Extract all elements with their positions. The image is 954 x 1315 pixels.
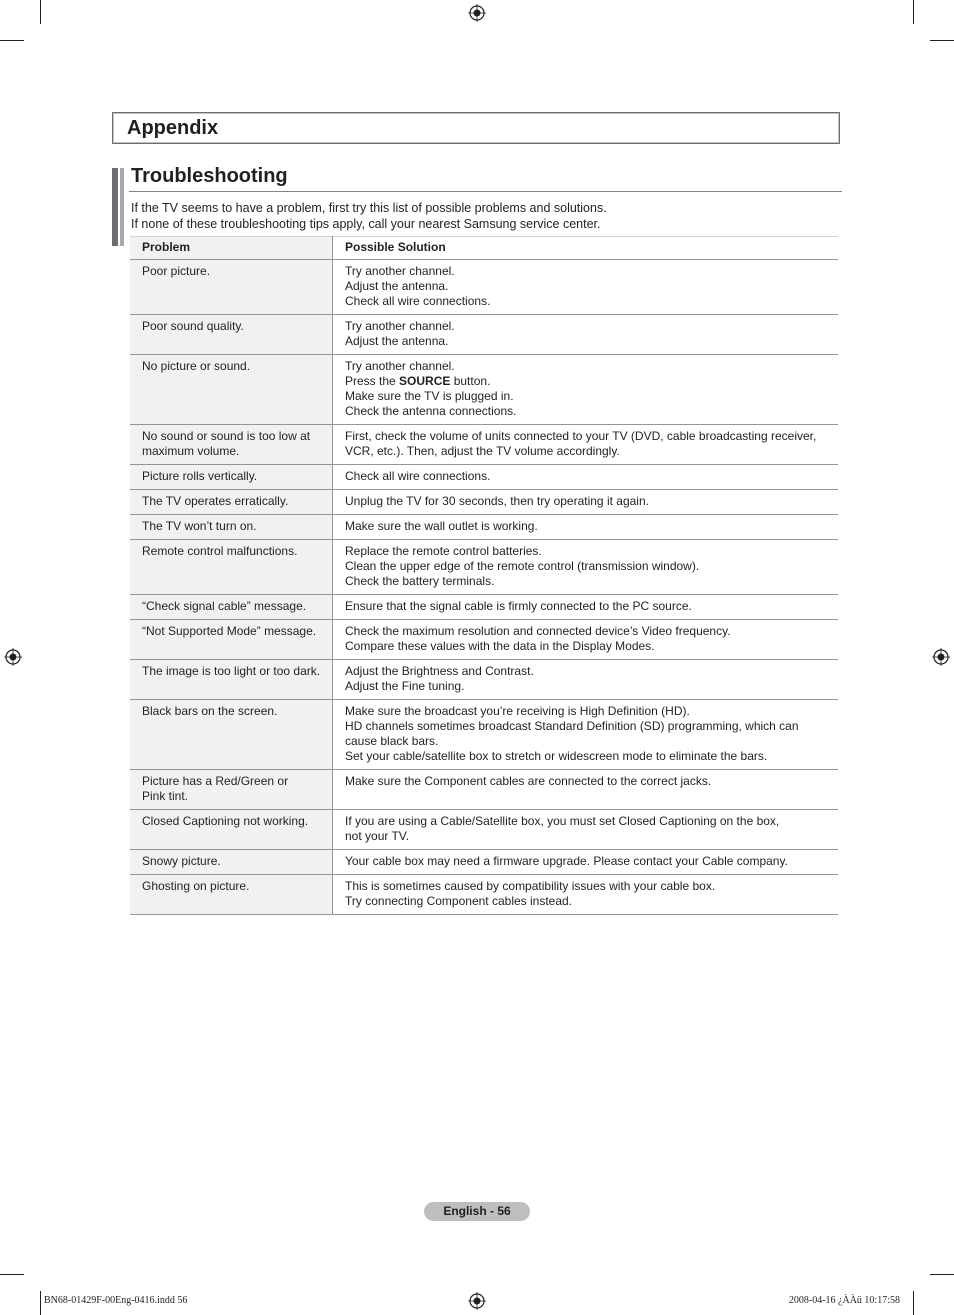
- intro-text: [131, 200, 831, 232]
- solution-line: [345, 404, 832, 419]
- section-header-box: [112, 112, 840, 144]
- troubleshooting-table: [130, 236, 838, 915]
- registration-mark-icon: [468, 1292, 486, 1310]
- print-date-info: 2008-04-16 ¿ÀÀü 10:17:58: [788, 1295, 900, 1306]
- solution-cell: [333, 700, 839, 770]
- solution-text: Make sure the wall outlet is working.: [345, 519, 538, 533]
- crop-mark-icon: [913, 1291, 914, 1315]
- problem-text: “Check signal cable” message.: [142, 599, 307, 613]
- solution-line: [345, 814, 832, 829]
- solution-text: Replace the remote control batteries.: [345, 544, 542, 558]
- problem-text: The TV won’t turn on.: [142, 519, 257, 533]
- problem-cell: [130, 660, 333, 700]
- intro-line: If the TV seems to have a problem, first try this list of possible problems and solutions.: [131, 201, 607, 215]
- problem-cell: [130, 620, 333, 660]
- solution-line: [345, 444, 832, 459]
- problem-text: The image is too light or too dark.: [142, 664, 321, 678]
- solution-text: Unplug the TV for 30 seconds, then try operating it again.: [345, 494, 649, 508]
- table-row: [130, 660, 838, 700]
- solution-line: [345, 279, 832, 294]
- solution-line: [345, 879, 832, 894]
- problem-text: Closed Captioning not working.: [142, 814, 309, 828]
- solution-line: [345, 264, 832, 279]
- problem-text: Ghosting on picture.: [142, 879, 250, 893]
- table-row: [130, 620, 838, 660]
- solution-text: Adjust the antenna.: [345, 279, 449, 293]
- problem-text: Snowy picture.: [142, 854, 221, 868]
- crop-mark-icon: [0, 1274, 24, 1275]
- table-header-row: [130, 237, 838, 260]
- title-side-bars: [112, 168, 126, 246]
- problem-text: The TV operates erratically.: [142, 494, 289, 508]
- solution-line: [345, 294, 832, 309]
- solution-line: [345, 639, 832, 654]
- solution-cell: [333, 595, 839, 620]
- solution-cell: [333, 425, 839, 465]
- solution-line: [345, 319, 832, 334]
- solution-line: [345, 494, 832, 509]
- solution-text: Check the antenna connections.: [345, 404, 517, 418]
- crop-mark-icon: [40, 1291, 41, 1315]
- intro-line: If none of these troubleshooting tips apply, call your nearest Samsung service center.: [131, 217, 601, 231]
- problem-cell: [130, 875, 333, 915]
- table-row: [130, 540, 838, 595]
- problem-text: Picture has a Red/Green or: [142, 774, 289, 788]
- problem-cell: [130, 355, 333, 425]
- solution-line: [345, 559, 832, 574]
- solution-text: Make sure the Component cables are connected to the correct jacks.: [345, 774, 712, 788]
- crop-mark-icon: [930, 1274, 954, 1275]
- solution-cell: [333, 875, 839, 915]
- solution-text: Adjust the antenna.: [345, 334, 449, 348]
- problem-text: Picture rolls vertically.: [142, 469, 258, 483]
- solution-line: [345, 544, 832, 559]
- crop-mark-icon: [0, 40, 24, 41]
- problem-text: Black bars on the screen.: [142, 704, 278, 718]
- problem-cell: [130, 465, 333, 490]
- header-problem: Problem: [130, 237, 333, 260]
- problem-cell: [130, 425, 333, 465]
- problem-cell: [130, 540, 333, 595]
- solution-text: Set your cable/satellite box to stretch or widescreen mode to eliminate the bars.: [345, 749, 768, 763]
- solution-text: Make sure the TV is plugged in.: [345, 389, 514, 403]
- solution-cell: [333, 540, 839, 595]
- header-solution: Possible Solution: [333, 237, 839, 260]
- solution-line: [345, 894, 832, 909]
- solution-line: [345, 374, 832, 389]
- solution-text: Try another channel.: [345, 319, 455, 333]
- solution-cell: [333, 850, 839, 875]
- solution-line: [345, 749, 832, 764]
- solution-line: [345, 854, 832, 869]
- solution-cell: [333, 315, 839, 355]
- solution-text: Compare these values with the data in the Display Modes.: [345, 639, 655, 653]
- problem-cell: [130, 770, 333, 810]
- table-row: [130, 700, 838, 770]
- page-number-badge: English - 56: [424, 1202, 530, 1221]
- problem-text: “Not Supported Mode” message.: [142, 624, 317, 638]
- problem-cell: [130, 260, 333, 315]
- crop-mark-icon: [930, 40, 954, 41]
- solution-cell: [333, 490, 839, 515]
- problem-text: Poor sound quality.: [142, 319, 244, 333]
- problem-cell: [130, 490, 333, 515]
- problem-text: No sound or sound is too low at: [142, 429, 311, 443]
- solution-text: Press the: [345, 374, 400, 388]
- problem-text: Pink tint.: [142, 789, 189, 803]
- solution-text: VCR, etc.). Then, adjust the TV volume accordingly.: [345, 444, 620, 458]
- solution-cell: [333, 660, 839, 700]
- solution-text: Your cable box may need a firmware upgrade. Please contact your Cable company.: [345, 854, 788, 868]
- solution-line: [345, 774, 832, 789]
- solution-text: Try another channel.: [345, 359, 455, 373]
- problem-cell: [130, 315, 333, 355]
- solution-text: This is sometimes caused by compatibility issues with your cable box.: [345, 879, 716, 893]
- page-title: Troubleshooting: [131, 165, 288, 187]
- problem-cell: [130, 700, 333, 770]
- solution-cell: [333, 465, 839, 490]
- solution-cell: [333, 770, 839, 810]
- solution-text: Adjust the Fine tuning.: [345, 679, 465, 693]
- solution-text: Try another channel.: [345, 264, 455, 278]
- table-row: [130, 465, 838, 490]
- table-row: [130, 770, 838, 810]
- problem-text: No picture or sound.: [142, 359, 251, 373]
- solution-cell: [333, 355, 839, 425]
- solution-line: [345, 574, 832, 589]
- table-row: [130, 315, 838, 355]
- problem-cell: [130, 850, 333, 875]
- solution-text: Check the maximum resolution and connected device’s Video frequency.: [345, 624, 731, 638]
- solution-line: [345, 334, 832, 349]
- title-rule: [129, 191, 842, 192]
- solution-cell: [333, 620, 839, 660]
- table-row: [130, 425, 838, 465]
- solution-text: Check all wire connections.: [345, 294, 491, 308]
- table-row: [130, 260, 838, 315]
- section-title: Appendix: [127, 117, 219, 139]
- table-row: [130, 355, 838, 425]
- table-row: [130, 810, 838, 850]
- solution-line: [345, 664, 832, 679]
- problem-cell: [130, 515, 333, 540]
- solution-cell: [333, 260, 839, 315]
- print-file-info: BN68-01429F-00Eng-0416.indd 56: [44, 1295, 188, 1306]
- solution-cell: [333, 515, 839, 540]
- solution-line: [345, 389, 832, 404]
- table-body: [130, 260, 838, 915]
- solution-line: [345, 469, 832, 484]
- problem-cell: [130, 810, 333, 850]
- solution-line: [345, 734, 832, 749]
- solution-text: Make sure the broadcast you’re receiving is High Definition (HD).: [345, 704, 690, 718]
- solution-text: button.: [450, 374, 491, 388]
- table-row: [130, 850, 838, 875]
- table-row: [130, 515, 838, 540]
- crop-mark-icon: [913, 0, 914, 24]
- source-button-name: SOURCE: [399, 374, 451, 388]
- table-row: [130, 595, 838, 620]
- solution-text: Clean the upper edge of the remote control (transmission window).: [345, 559, 700, 573]
- registration-mark-icon: [932, 648, 950, 666]
- table-row: [130, 490, 838, 515]
- solution-line: [345, 599, 832, 614]
- solution-line: [345, 719, 832, 734]
- crop-mark-icon: [40, 0, 41, 24]
- solution-text: HD channels sometimes broadcast Standard Definition (SD) programming, which can: [345, 719, 799, 733]
- solution-text: Try connecting Component cables instead.: [345, 894, 573, 908]
- solution-line: [345, 624, 832, 639]
- solution-text: Adjust the Brightness and Contrast.: [345, 664, 534, 678]
- solution-line: [345, 704, 832, 719]
- problem-text: Poor picture.: [142, 264, 211, 278]
- solution-text: Check the battery terminals.: [345, 574, 495, 588]
- solution-text: First, check the volume of units connected to your TV (DVD, cable broadcasting receiver,: [345, 429, 817, 443]
- solution-text: Check all wire connections.: [345, 469, 491, 483]
- solution-line: [345, 519, 832, 534]
- solution-line: [345, 679, 832, 694]
- registration-mark-icon: [468, 4, 486, 22]
- registration-mark-icon: [4, 648, 22, 666]
- solution-cell: [333, 810, 839, 850]
- problem-text: Remote control malfunctions.: [142, 544, 298, 558]
- solution-line: [345, 429, 832, 444]
- table-row: [130, 875, 838, 915]
- solution-text: Ensure that the signal cable is firmly connected to the PC source.: [345, 599, 692, 613]
- solution-line: [345, 829, 832, 844]
- solution-text: cause black bars.: [345, 734, 439, 748]
- solution-text: If you are using a Cable/Satellite box, you must set Closed Captioning on the box,: [345, 814, 780, 828]
- problem-cell: [130, 595, 333, 620]
- problem-text: maximum volume.: [142, 444, 240, 458]
- solution-line: [345, 359, 832, 374]
- solution-text: not your TV.: [345, 829, 410, 843]
